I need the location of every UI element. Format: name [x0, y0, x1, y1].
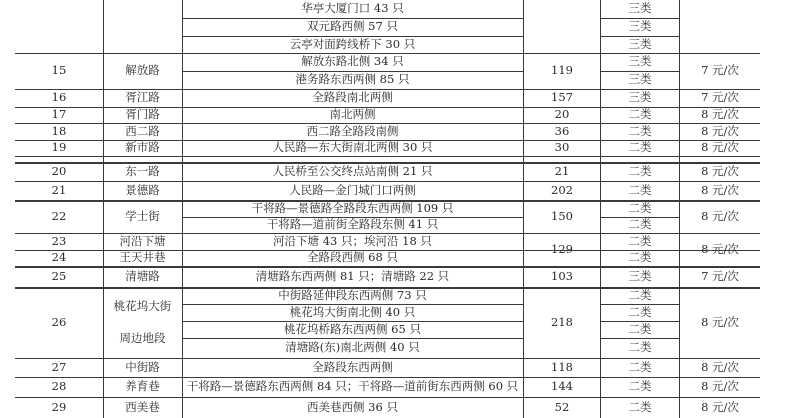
section-description: 干将路—景德路全路段东西两侧 109 只 — [251, 200, 454, 215]
fee-class: 三类 — [628, 19, 652, 34]
fee-class: 二类 — [628, 200, 652, 215]
fee-price: 7 元/次 — [701, 63, 739, 78]
fee-price: 8 元/次 — [701, 107, 739, 122]
fee-price: 8 元/次 — [701, 140, 739, 155]
row-number: 22 — [51, 208, 67, 223]
parking-count: 119 — [551, 63, 573, 78]
fee-class: 二类 — [628, 287, 652, 302]
fee-class: 三类 — [628, 36, 652, 51]
section-description: 西美巷西侧 36 只 — [307, 399, 398, 414]
row-number: 20 — [51, 163, 67, 178]
road-name: 河沿下塘 — [119, 233, 166, 248]
fee-class: 二类 — [628, 123, 652, 138]
row-number: 26 — [51, 314, 67, 329]
road-name: 解放路 — [125, 63, 160, 78]
fee-class: 二类 — [628, 182, 652, 197]
road-name: 西二路 — [125, 123, 160, 138]
fee-class: 二类 — [628, 304, 652, 319]
road-name: 新市路 — [125, 140, 160, 155]
row-number: 16 — [51, 90, 67, 105]
fee-class: 二类 — [628, 250, 652, 265]
parking-count: 218 — [551, 314, 573, 329]
section-description: 清塘路东西两侧 81 只；清塘路 22 只 — [255, 268, 450, 283]
parking-count: 202 — [551, 182, 573, 197]
fee-price: 8 元/次 — [701, 182, 739, 197]
road-name: 周边地段 — [119, 331, 166, 346]
section-description: 河沿下塘 43 只；埃河沿 18 只 — [273, 233, 432, 248]
parking-count: 118 — [551, 359, 573, 374]
section-description: 南北两侧 — [329, 107, 376, 122]
fee-price: 8 元/次 — [701, 399, 739, 414]
road-name: 王天井巷 — [119, 250, 166, 265]
section-description: 港务路东西两侧 85 只 — [295, 72, 410, 87]
section-description: 桃花坞桥路东西两侧 65 只 — [284, 321, 421, 336]
fee-price: 7 元/次 — [701, 90, 739, 105]
fee-price: 8 元/次 — [701, 379, 739, 394]
section-description: 清塘路(东)南北两侧 40 只 — [285, 340, 420, 355]
row-number: 21 — [51, 182, 67, 197]
fee-class: 三类 — [628, 72, 652, 87]
section-description: 干将路—景德路东西两侧 84 只；干将路—道前街东西两侧 60 只 — [186, 379, 519, 394]
fee-class: 二类 — [628, 217, 652, 232]
section-description: 全路段东西两侧 — [312, 359, 393, 374]
section-description: 华亭大厦门口 43 只 — [301, 1, 404, 16]
section-description: 解放东路北侧 34 只 — [301, 54, 404, 69]
parking-count: 150 — [551, 208, 573, 223]
fee-price: 8 元/次 — [701, 123, 739, 138]
section-description: 全路段西侧 68 只 — [307, 250, 398, 265]
row-number: 24 — [51, 250, 67, 265]
fee-price: 8 元/次 — [701, 208, 739, 223]
road-name: 景德路 — [125, 182, 160, 197]
road-name: 清塘路 — [125, 268, 160, 283]
fee-class: 三类 — [628, 54, 652, 69]
fee-class: 二类 — [628, 340, 652, 355]
row-number: 19 — [51, 140, 67, 155]
parking-count: 103 — [551, 268, 573, 283]
road-name: 养育巷 — [125, 379, 160, 394]
section-description: 中街路延伸段东西两侧 73 只 — [278, 287, 427, 302]
fee-class: 二类 — [628, 379, 652, 394]
section-description: 全路段南北两侧 — [312, 90, 393, 105]
fee-class: 二类 — [628, 359, 652, 374]
road-name: 东一路 — [125, 163, 160, 178]
row-number: 17 — [51, 107, 67, 122]
fee-price: 8 元/次 — [701, 314, 739, 329]
row-number: 27 — [51, 359, 67, 374]
row-number: 18 — [51, 123, 67, 138]
parking-count: 21 — [554, 163, 570, 178]
fee-class: 二类 — [628, 321, 652, 336]
road-name: 桃花坞大街 — [113, 299, 172, 314]
section-description: 云亭对面跨线桥下 30 只 — [289, 36, 416, 51]
row-number: 29 — [51, 399, 67, 414]
section-description: 人民路—金门城门口两侧 — [289, 182, 416, 197]
fee-class: 二类 — [628, 107, 652, 122]
section-description: 桃花坞大街南北侧 40 只 — [289, 304, 416, 319]
fee-price: 7 元/次 — [701, 268, 739, 283]
row-rule — [15, 156, 760, 157]
parking-count: 52 — [554, 399, 570, 414]
fee-class: 三类 — [628, 1, 652, 16]
section-description: 干将路—道前街全路段东侧 41 只 — [266, 217, 439, 232]
parking-count: 20 — [554, 107, 570, 122]
fee-class: 三类 — [628, 90, 652, 105]
parking-count: 129 — [551, 241, 573, 256]
road-name: 西美巷 — [125, 399, 160, 414]
road-name: 胥门路 — [125, 107, 160, 122]
fee-price: 8 元/次 — [701, 359, 739, 374]
section-description: 双元路西侧 57 只 — [307, 19, 398, 34]
fee-class: 二类 — [628, 140, 652, 155]
fee-class: 三类 — [628, 268, 652, 283]
parking-count: 157 — [551, 90, 573, 105]
parking-count: 30 — [554, 140, 570, 155]
row-number: 23 — [51, 233, 67, 248]
parking-count: 36 — [554, 123, 570, 138]
row-number: 15 — [51, 63, 67, 78]
fee-class: 二类 — [628, 399, 652, 414]
fee-class: 二类 — [628, 163, 652, 178]
parking-count: 144 — [551, 379, 573, 394]
section-description: 人民路—东大街南北两侧 30 只 — [272, 140, 433, 155]
fee-class: 二类 — [628, 233, 652, 248]
fee-price: 8 元/次 — [701, 163, 739, 178]
fee-price: 8 元/次 — [701, 241, 739, 256]
section-description: 西二路全路段南侧 — [306, 123, 399, 138]
row-number: 25 — [51, 268, 67, 283]
row-number: 28 — [51, 379, 67, 394]
section-description: 人民桥至公交终点站南侧 21 只 — [272, 163, 433, 178]
road-name: 学士街 — [125, 208, 160, 223]
road-name: 胥江路 — [125, 90, 160, 105]
road-name: 中街路 — [125, 359, 160, 374]
